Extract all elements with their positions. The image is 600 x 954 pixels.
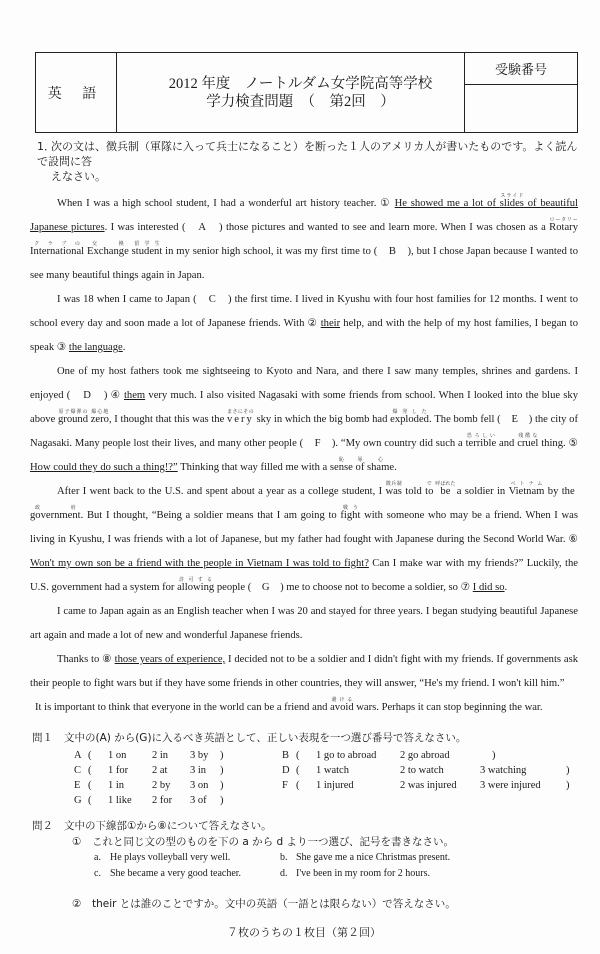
title-cell bbox=[117, 53, 465, 132]
ruby-word bbox=[435, 481, 456, 497]
ruby-word bbox=[58, 409, 89, 425]
text: I decided not to be a soldier and I didn't fight with my friends. If governments ask their people to fight wars but if they have some friends in other countries, they will answer, “He's my friend. I won't kill him.” bbox=[30, 654, 578, 689]
text: be bbox=[435, 486, 456, 497]
ruby-word bbox=[329, 457, 353, 473]
choice: 3 were injured bbox=[480, 780, 541, 791]
paragraph-3 bbox=[30, 360, 578, 480]
text: . bbox=[394, 462, 397, 473]
exam-header-table bbox=[35, 52, 578, 133]
question-1-instruction: 文中の(A) から(G)に入るべき英語として、正しい表現を一つ選び番号で答えなさい。 bbox=[64, 732, 467, 744]
choice: 1 for bbox=[108, 765, 129, 776]
text: ). “My own country did such a bbox=[331, 438, 466, 449]
text: zero bbox=[90, 414, 109, 425]
paragraph-1 bbox=[30, 192, 578, 288]
ruby-word bbox=[517, 433, 539, 449]
text: told bbox=[401, 486, 426, 497]
choice-label: a. bbox=[94, 852, 101, 863]
text: avoid bbox=[330, 702, 354, 713]
underline-6: Won't my own son be a friend with the people in Vietnam I was told to fight? bbox=[30, 558, 369, 569]
text: with someone who may be a friend. When I was living in Kyushu, I was friends with a lot of Japanese, but my father had fought with Japanese during the Second World War. ⑥ bbox=[30, 510, 579, 545]
underline-3: the language bbox=[68, 342, 123, 353]
text: ) the first time. I lived in Kyushu with four host families for 12 months. I went to school every day and soon made a lot of Japanese friends. With ② bbox=[30, 294, 579, 329]
ruby-gloss: ロータリー bbox=[549, 217, 578, 223]
ruby-gloss: 徴兵制 bbox=[385, 481, 402, 487]
exam-number-cell bbox=[465, 53, 577, 132]
ruby-word bbox=[30, 505, 81, 521]
ruby-gloss: 爆発した bbox=[390, 409, 429, 415]
instruction-line2: えなさい。 bbox=[51, 170, 106, 183]
option-row-e bbox=[74, 778, 282, 793]
text: help, and with the help of my host families, I began to speak ③ bbox=[30, 318, 578, 353]
text: very bbox=[226, 414, 254, 425]
question-1-section bbox=[32, 730, 592, 808]
paren: ( bbox=[296, 765, 300, 776]
ruby-gloss: 爆心地 bbox=[90, 409, 109, 415]
text: . I was interested ( bbox=[104, 222, 186, 233]
ruby-word bbox=[465, 433, 497, 449]
ruby-word bbox=[355, 457, 365, 473]
text: in my senior high school, it was my first time to ( bbox=[162, 246, 378, 257]
paren: ( bbox=[296, 780, 300, 791]
ruby-gloss: 許可する bbox=[177, 577, 215, 583]
ruby-word bbox=[226, 409, 254, 425]
text: fight bbox=[340, 510, 361, 521]
choice-label: c. bbox=[94, 868, 101, 879]
blank-d bbox=[70, 390, 104, 401]
paren: ) bbox=[566, 765, 570, 776]
text: terrible bbox=[465, 438, 497, 449]
text: ) those pictures and wanted to see and learn more. When I was chosen as a bbox=[219, 222, 550, 233]
text: Exchange bbox=[87, 246, 129, 257]
paren: ) bbox=[566, 780, 570, 791]
ruby-word bbox=[90, 409, 109, 425]
ruby-gloss: 政府 bbox=[30, 505, 81, 511]
ruby-gloss: で bbox=[425, 481, 434, 487]
subject-label: 英 語 bbox=[47, 85, 105, 102]
text: allowing bbox=[177, 582, 215, 593]
option-row-a bbox=[74, 748, 282, 763]
choice: 2 by bbox=[152, 780, 171, 791]
blank-e bbox=[501, 414, 529, 425]
text: thing. ⑤ bbox=[538, 438, 578, 449]
subquestion-1 bbox=[72, 834, 592, 850]
option-row-f bbox=[282, 778, 582, 793]
choice: 3 on bbox=[190, 780, 209, 791]
subquestion-text: their とは誰のことですか。文中の英語（一語とは限らない）で答えなさい。 bbox=[92, 898, 456, 910]
ruby-word bbox=[499, 193, 524, 209]
paren: ( bbox=[88, 780, 92, 791]
ruby-gloss: 恐ろしい bbox=[465, 433, 497, 439]
text: I was 18 when I came to Japan ( bbox=[57, 294, 197, 305]
option-letter: B bbox=[282, 750, 290, 761]
blank-a bbox=[185, 222, 219, 233]
choice: 1 like bbox=[108, 795, 132, 806]
choice: 1 watch bbox=[316, 765, 349, 776]
exam-number-field[interactable] bbox=[465, 85, 577, 132]
text: slides bbox=[499, 198, 524, 209]
choice-label: b. bbox=[280, 852, 288, 863]
paragraph-5 bbox=[30, 600, 578, 648]
text: ) me to choose not to become a soldier, so ⑦ bbox=[280, 582, 473, 593]
ruby-word bbox=[385, 481, 402, 497]
instruction-line1: 次の文は、徴兵制（軍隊に入って兵士になること）を断った１人のアメリカ人が書いたものです。よく読んで設問に答 bbox=[37, 140, 578, 168]
ruby-word bbox=[87, 241, 129, 257]
text: ) ④ bbox=[103, 390, 124, 401]
ruby-word bbox=[131, 241, 163, 257]
text: He showed me a lot of bbox=[394, 198, 500, 209]
choice: 2 at bbox=[152, 765, 168, 776]
paren: ) bbox=[220, 795, 224, 806]
subquestion-2 bbox=[72, 896, 592, 912]
ruby-gloss: 辱 bbox=[355, 457, 365, 463]
ruby-gloss: クラブの bbox=[30, 241, 85, 247]
choice: 2 go abroad bbox=[400, 750, 450, 761]
ruby-gloss: 原子爆弾の bbox=[58, 409, 89, 415]
question-number: 1． bbox=[37, 140, 55, 153]
choice: 2 was injured bbox=[400, 780, 457, 791]
text: I came to Japan again as an English teacher when I was 20 and stayed for three years. I began studying beautiful Japanese art again and made a lot of new and wonderful Japanese friends. bbox=[30, 606, 578, 641]
subquestion-text: これと同じ文の型のものを下の a から d より一つ選び、記号を書きなさい。 bbox=[92, 836, 455, 848]
paren: ) bbox=[220, 750, 224, 761]
choice: 3 in bbox=[190, 765, 207, 776]
blank-b bbox=[377, 246, 407, 257]
text: , I thought that this was the bbox=[108, 414, 227, 425]
choice: 1 in bbox=[108, 780, 125, 791]
ruby-word bbox=[390, 409, 429, 425]
choice: 3 watching bbox=[480, 765, 527, 776]
ruby-gloss: まさにその bbox=[226, 409, 254, 415]
choice: 3 of bbox=[190, 795, 207, 806]
text: a soldier in bbox=[453, 486, 509, 497]
reading-passage bbox=[30, 192, 578, 720]
ruby-gloss: スライド bbox=[499, 193, 524, 199]
text: of beautiful Japanese pictures bbox=[30, 198, 578, 233]
text: government bbox=[30, 510, 81, 521]
choice: 1 injured bbox=[316, 780, 354, 791]
option-letter: A bbox=[74, 750, 82, 761]
paren: ) bbox=[220, 780, 224, 791]
text: . The bomb fell ( bbox=[428, 414, 501, 425]
choice-label: d. bbox=[280, 868, 288, 879]
option-letter: D bbox=[282, 765, 290, 776]
text: International bbox=[30, 246, 85, 257]
choice-a bbox=[94, 850, 280, 866]
paren: ( bbox=[88, 750, 92, 761]
options-left-column bbox=[74, 748, 282, 808]
exam-title-line2: 学力検査問題 （ 第2回 ） bbox=[206, 93, 395, 110]
text: Vietnam bbox=[508, 486, 545, 497]
question-2-instruction: 文中の下線部①から⑧について答えなさい。 bbox=[64, 820, 272, 832]
text: . But I thought, “Being a soldier means that I am going to bbox=[80, 510, 341, 521]
sentence-choices bbox=[94, 850, 592, 882]
text: wars. Perhaps it can stop beginning the war. bbox=[353, 702, 543, 713]
option-row-g bbox=[74, 793, 282, 808]
subject-cell bbox=[36, 53, 117, 132]
question-2-heading bbox=[32, 818, 592, 834]
choice-text: She gave me a nice Christmas present. bbox=[296, 852, 451, 863]
text: people ( bbox=[214, 582, 252, 593]
paren: ( bbox=[88, 795, 92, 806]
subquestion-number: ① bbox=[72, 836, 82, 848]
choice: 2 for bbox=[152, 795, 173, 806]
choice: 3 by bbox=[190, 750, 209, 761]
blank-f bbox=[303, 438, 332, 449]
text: Can I make war with my friends?” Luckily, the U.S. government had a system for bbox=[30, 558, 579, 593]
blank-letter: F bbox=[314, 438, 321, 449]
text: One of my host fathers took me sightseeing to Kyoto and Nara, and there I saw many temples, shrines and gardens. I enjoyed ( bbox=[30, 366, 578, 401]
underline-7: I did so bbox=[472, 582, 505, 593]
blank-letter: B bbox=[388, 246, 396, 257]
exam-number-label: 受験番号 bbox=[465, 53, 577, 85]
ruby-word bbox=[367, 457, 395, 473]
choice-c bbox=[94, 866, 280, 882]
option-row-b bbox=[282, 748, 582, 763]
text: ground bbox=[58, 414, 89, 425]
question-1-heading bbox=[32, 730, 592, 746]
ruby-gloss: 心 bbox=[367, 457, 395, 463]
blank-letter: D bbox=[83, 390, 91, 401]
text: . bbox=[122, 342, 126, 353]
text: . bbox=[504, 582, 508, 593]
text: Rotary bbox=[549, 222, 579, 233]
paren: ) bbox=[220, 765, 224, 776]
choice-text: I've been in my room for 2 hours. bbox=[296, 868, 430, 879]
question-2-section bbox=[32, 818, 592, 912]
text: by the bbox=[544, 486, 575, 497]
paragraph-2 bbox=[30, 288, 578, 360]
ruby-word bbox=[330, 697, 354, 713]
option-letter: F bbox=[282, 780, 288, 791]
choice-b bbox=[280, 850, 520, 866]
blank-g bbox=[251, 582, 280, 593]
page-footer: ７枚のうちの１枚目（第２回） bbox=[227, 926, 381, 939]
paren: ( bbox=[88, 765, 92, 776]
ruby-word bbox=[30, 241, 85, 257]
paragraph-6 bbox=[30, 648, 578, 696]
text: After I went back to the U.S. and spent about a year as a college student, I bbox=[57, 486, 386, 497]
blank-letter: A bbox=[198, 222, 206, 233]
text: ) the city of Nagasaki. Many people lost their lives, and many other people ( bbox=[30, 414, 578, 449]
choice: 1 go to abroad bbox=[316, 750, 377, 761]
ruby-gloss: 戦う bbox=[340, 505, 361, 511]
ruby-gloss: 交換 bbox=[87, 241, 129, 247]
blank-c bbox=[197, 294, 228, 305]
choice-text: He plays volleyball very well. bbox=[110, 852, 231, 863]
underline-8: those years of experience, bbox=[114, 654, 226, 665]
text: Thinking that way filled me with a bbox=[177, 462, 330, 473]
choice-text: She became a very good teacher. bbox=[110, 868, 242, 879]
ruby-word bbox=[549, 217, 579, 233]
text: to bbox=[425, 486, 434, 497]
underline-5: How could they do such a thing!?” bbox=[30, 462, 178, 473]
question-1-label: 問１ bbox=[32, 732, 53, 744]
blank-letter: C bbox=[208, 294, 216, 305]
option-letter: G bbox=[74, 795, 82, 806]
choice: 1 on bbox=[108, 750, 127, 761]
text: sense bbox=[329, 462, 353, 473]
text: very much. I also visited Nagasaki with some friends from school. When I looked into the blue sky above bbox=[30, 390, 579, 425]
subquestion-number: ② bbox=[72, 898, 82, 910]
ruby-word bbox=[508, 481, 545, 497]
ruby-word bbox=[340, 505, 361, 521]
text: cruel bbox=[517, 438, 539, 449]
text: It is important to think that everyone in the world can be a friend and bbox=[35, 702, 331, 713]
choice: 2 in bbox=[152, 750, 169, 761]
ruby-gloss: 残酷な bbox=[517, 433, 539, 439]
text: student bbox=[131, 246, 163, 257]
text: shame bbox=[367, 462, 395, 473]
blank-letter: G bbox=[261, 582, 270, 593]
text: of bbox=[355, 462, 365, 473]
ruby-word bbox=[425, 481, 434, 497]
ruby-gloss: 避ける bbox=[330, 697, 354, 703]
option-letter: E bbox=[74, 780, 81, 791]
paren: ( bbox=[296, 750, 300, 761]
choice-d bbox=[280, 866, 520, 882]
text: and bbox=[496, 438, 518, 449]
option-row-c bbox=[74, 763, 282, 778]
blank-letter: E bbox=[511, 414, 518, 425]
ruby-gloss: 恥 bbox=[329, 457, 353, 463]
exam-title-line1: 2012 年度 ノートルダム女学院高等学校 bbox=[168, 75, 433, 92]
paragraph-7 bbox=[30, 696, 578, 720]
paren: ) bbox=[492, 750, 496, 761]
paragraph-4 bbox=[30, 480, 578, 600]
ruby-word bbox=[177, 577, 215, 593]
ruby-gloss: 呼ばれた bbox=[435, 481, 456, 487]
options-grid bbox=[74, 748, 592, 808]
ruby-gloss: ベトナム bbox=[508, 481, 545, 487]
text: ), but I chose Japan because I wanted to see many beautiful things again in Japan. bbox=[30, 246, 578, 281]
question-instruction bbox=[37, 139, 578, 184]
text: When I was a high school student, I had a wonderful art history teacher. ① bbox=[57, 198, 395, 209]
question-2-label: 問２ bbox=[32, 820, 53, 832]
text: sky in which the big bomb had bbox=[253, 414, 391, 425]
underline-2: their bbox=[320, 318, 341, 329]
text: was bbox=[385, 486, 402, 497]
choice bbox=[480, 748, 492, 763]
underline-4: them bbox=[123, 390, 146, 401]
option-row-d bbox=[282, 763, 582, 778]
ruby-gloss: 留学生 bbox=[131, 241, 163, 247]
options-right-column bbox=[282, 748, 582, 808]
option-letter: C bbox=[74, 765, 82, 776]
text: exploded bbox=[390, 414, 429, 425]
choice: 2 to watch bbox=[400, 765, 444, 776]
text: Thanks to ⑧ bbox=[57, 654, 115, 665]
